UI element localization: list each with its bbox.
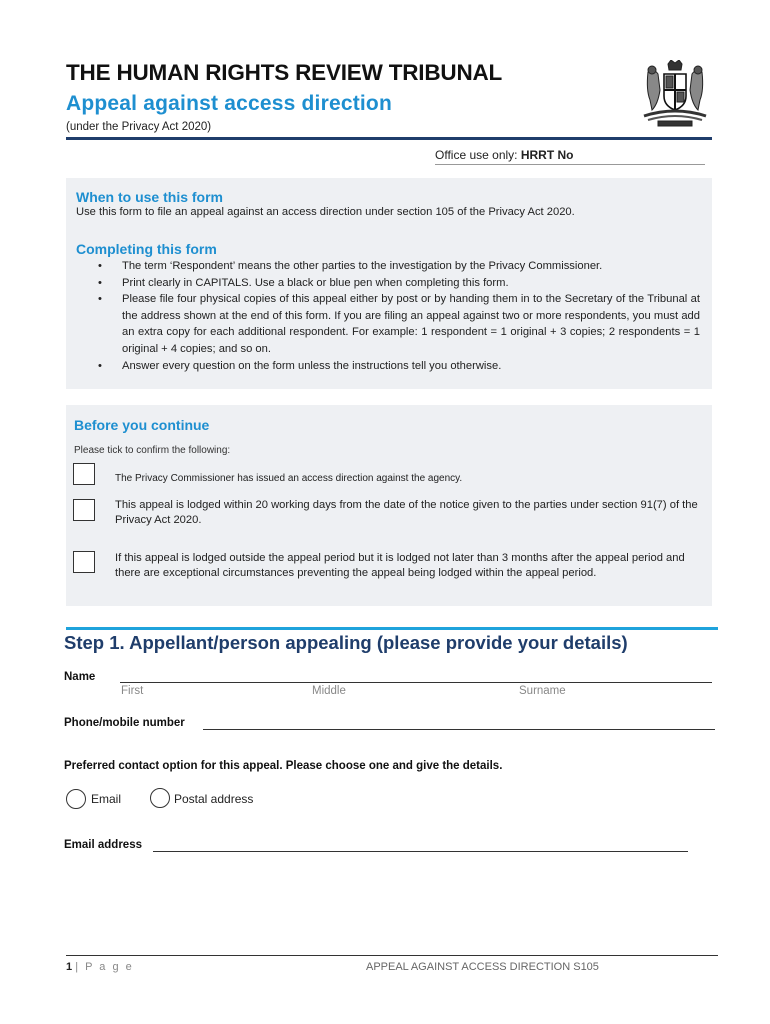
confirm-text-2: This appeal is lodged within 20 working days from the date of the notice given to the parties under section 91(7) of the Privacy Act 2020. <box>115 499 698 526</box>
email-label: Email address <box>64 839 142 851</box>
confirm-checkbox-2[interactable] <box>73 499 95 521</box>
when-to-use-text: Use this form to file an appeal against an access direction under section 105 of the Privacy Act 2020. <box>76 206 575 218</box>
before-continue-heading: Before you continue <box>74 417 210 433</box>
name-first-hint: First <box>121 685 144 697</box>
tribunal-title: THE HUMAN RIGHTS REVIEW TRIBUNAL <box>66 60 503 85</box>
office-use-value: HRRT No <box>520 148 574 162</box>
page-number <box>66 961 134 973</box>
step1-heading: Step 1. Appellant/person appealing (please provide your details) <box>64 632 628 653</box>
list-item: • Answer every question on the form unless the instructions tell you otherwise. <box>76 358 700 375</box>
confirm-checkbox-1[interactable] <box>73 463 95 485</box>
header-divider <box>66 137 712 140</box>
page-word: | P a g e <box>75 961 134 973</box>
page-number-value: 1 <box>66 961 73 973</box>
confirm-text-1: The Privacy Commissioner has issued an access direction against the agency. <box>115 473 463 484</box>
email-radio[interactable] <box>66 789 86 809</box>
name-middle-hint: Middle <box>312 685 346 697</box>
form-subtitle: (under the Privacy Act 2020) <box>66 121 212 133</box>
before-continue-instruction: Please tick to confirm the following: <box>74 445 231 456</box>
footer-divider <box>66 955 718 956</box>
list-item: • Please file four physical copies of this appeal either by post or by handing them in to the Secretary of the Tribunal at the address shown at the end of this form. If you are filing an appeal against two or more respondents, you must add an extra copy for each additional respondent. For example: 1 respondent = 1 original + 3 copies; 2 respondents = 1 original + 4 copies; and so on. <box>76 291 700 357</box>
form-code: APPEAL AGAINST ACCESS DIRECTION S105 <box>366 961 599 973</box>
phone-field[interactable] <box>203 717 715 730</box>
nz-coat-of-arms-icon <box>638 60 712 128</box>
postal-radio[interactable] <box>150 788 170 808</box>
list-item: • The term ‘Respondent’ means the other parties to the investigation by the Privacy Commissioner. <box>76 258 700 275</box>
step1-divider <box>66 627 718 630</box>
when-to-use-heading: When to use this form <box>76 189 223 205</box>
name-label: Name <box>64 671 96 683</box>
contact-question: Preferred contact option for this appeal. Please choose one and give the details. <box>64 760 503 772</box>
email-radio-label: Email <box>91 792 122 806</box>
name-surname-hint: Surname <box>519 685 566 697</box>
list-item: • Print clearly in CAPITALS. Use a black or blue pen when completing this form. <box>76 275 700 292</box>
phone-label: Phone/mobile number <box>64 717 185 729</box>
form-title: Appeal against access direction <box>66 92 392 115</box>
email-field[interactable] <box>153 839 688 852</box>
confirm-checkbox-3[interactable] <box>73 551 95 573</box>
completing-list <box>76 258 700 374</box>
office-use-field <box>435 148 705 165</box>
postal-radio-label: Postal address <box>174 792 254 806</box>
office-use-label: Office use only: <box>435 148 518 162</box>
name-field[interactable] <box>120 670 712 683</box>
confirm-text-3: If this appeal is lodged outside the appeal period but it is lodged not later than 3 months after the appeal period and there are exceptional circumstances preventing the appeal being lodged within the appeal period. <box>115 552 685 579</box>
completing-heading: Completing this form <box>76 241 217 257</box>
